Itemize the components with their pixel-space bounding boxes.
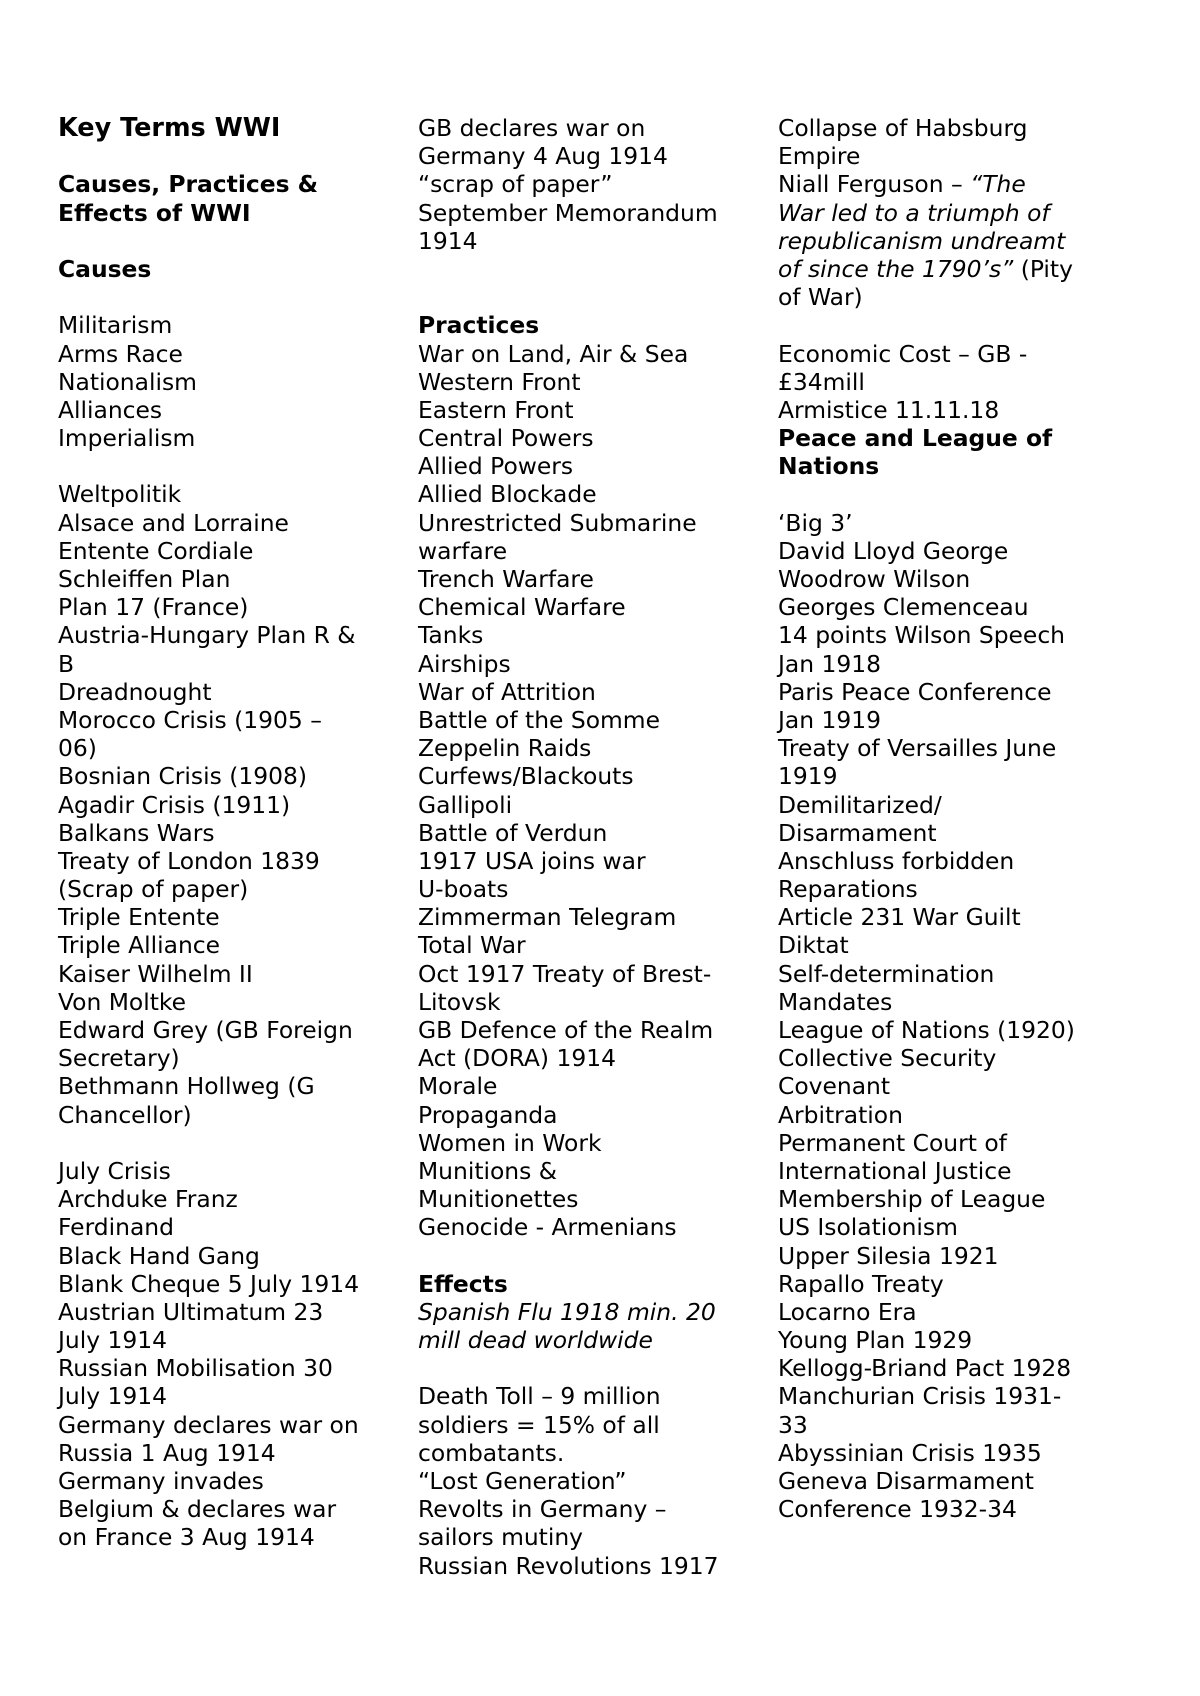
list-item: Chemical Warfare: [418, 593, 626, 622]
list-item: 06): [58, 734, 97, 763]
spacer: [58, 142, 388, 170]
list-item: US Isolationism: [778, 1213, 958, 1242]
effects-intro: [778, 114, 1138, 170]
practices-list: [418, 340, 748, 1242]
list-item: Membership of League: [778, 1185, 1046, 1214]
list-item: Trench Warfare: [418, 565, 594, 593]
list-item: mill dead worldwide: [418, 1326, 653, 1355]
list-item: Arms Race: [58, 339, 183, 368]
list-item: Paris Peace Conference: [778, 677, 1052, 706]
list-item: Treaty of London 1839: [58, 846, 320, 875]
list-item: Allied Blockade: [418, 480, 597, 509]
ferguson-line-4: [778, 255, 1138, 283]
list-item: Allied Powers: [418, 452, 574, 481]
list-item: Anschluss forbidden: [778, 846, 1015, 875]
column-peace: [778, 114, 1138, 1523]
ferguson-suffix: (Pity: [1013, 254, 1073, 283]
list-item: Self-determination: [778, 959, 995, 988]
ferguson-quote-2: War led to a triumph of: [778, 198, 1050, 227]
list-item: Upper Silesia 1921: [778, 1241, 999, 1270]
list-item: Germany 4 Aug 1914: [418, 142, 668, 171]
list-item: U-boats: [418, 875, 509, 904]
ferguson-last: of War): [778, 283, 863, 312]
list-item: 1919: [778, 762, 838, 791]
list-item: Schleiffen Plan: [58, 565, 231, 593]
list-item: Propaganda: [418, 1100, 558, 1129]
spacer: [58, 452, 388, 480]
list-item: Kaiser Wilhelm II: [58, 959, 253, 988]
list-item: 1914: [418, 226, 478, 255]
spacer: [58, 283, 388, 311]
list-item: July 1914: [58, 1326, 168, 1355]
list-item: Central Powers: [418, 424, 594, 453]
spacer: [418, 1354, 748, 1382]
spacer: [58, 1129, 388, 1157]
list-item: Jan 1918: [778, 649, 882, 678]
list-item: Germany invades: [58, 1467, 264, 1495]
list-item: “Lost Generation”: [418, 1467, 627, 1495]
list-item: sailors mutiny: [418, 1523, 584, 1552]
list-item: Zeppelin Raids: [418, 734, 592, 763]
causes-group-main: [58, 311, 388, 452]
list-item: Von Moltke: [58, 987, 187, 1016]
effects-list: [418, 1382, 748, 1579]
spacer: [778, 480, 1138, 508]
list-item: Morocco Crisis (1905 –: [58, 705, 322, 734]
list-item: Balkans Wars: [58, 818, 215, 847]
ferguson-quote-3: republicanism undreamt: [778, 226, 1066, 255]
list-item: Empire: [778, 142, 861, 171]
list-item: Archduke Franz: [58, 1185, 238, 1214]
list-item: Triple Alliance: [58, 931, 221, 960]
list-item: Abyssinian Crisis 1935: [778, 1438, 1042, 1467]
list-item: Curfews/Blackouts: [418, 762, 634, 791]
list-item: Rapallo Treaty: [778, 1269, 944, 1298]
list-item: Ferdinand: [58, 1213, 174, 1242]
list-item: Plan 17 (France): [58, 593, 249, 622]
list-item: Collective Security: [778, 1044, 997, 1073]
list-item: Secretary): [58, 1044, 180, 1073]
list-item: combatants.: [418, 1438, 565, 1467]
list-item: Demilitarized/: [778, 790, 942, 819]
list-item: 14 points Wilson Speech: [778, 621, 1066, 650]
list-item: Covenant: [778, 1072, 891, 1101]
list-item: Bosnian Crisis (1908): [58, 762, 307, 791]
list-item: Weltpolitik: [58, 480, 182, 509]
peace-list: [778, 509, 1138, 1524]
list-item: B: [58, 649, 75, 678]
list-item: 1917 USA joins war: [418, 846, 646, 875]
causes-group-terms: [58, 480, 388, 1128]
list-item: Collapse of Habsburg: [778, 114, 1028, 142]
list-item: Triple Entente: [58, 903, 220, 932]
list-item: Armistice 11.11.18: [778, 395, 1000, 424]
list-item: Treaty of Versailles June: [778, 734, 1057, 763]
list-item: on France 3 Aug 1914: [58, 1523, 315, 1552]
list-item: Battle of Verdun: [418, 818, 608, 847]
ferguson-line-1: [778, 170, 1138, 198]
list-item: Article 231 War Guilt: [778, 903, 1021, 932]
list-item: Spanish Flu 1918 min. 20: [418, 1297, 716, 1326]
list-item: Munitionettes: [418, 1185, 579, 1214]
list-item: Dreadnought: [58, 677, 212, 706]
list-item: 33: [778, 1410, 808, 1439]
list-item: Austrian Ultimatum 23: [58, 1297, 324, 1326]
ferguson-quote-4: of since the 1790’s”: [778, 254, 1014, 283]
list-item: Gallipoli: [418, 790, 513, 819]
list-item: Death Toll – 9 million: [418, 1382, 661, 1411]
list-item: David Lloyd George: [778, 536, 1009, 565]
spacer: [418, 1242, 748, 1270]
list-item: Diktat: [778, 931, 849, 960]
list-item: Alsace and Lorraine: [58, 508, 289, 537]
peace-heading-2: Nations: [778, 452, 880, 481]
list-item: Battle of the Somme: [418, 705, 660, 734]
list-item: Chancellor): [58, 1100, 192, 1129]
list-item: Nationalism: [58, 367, 197, 396]
effects-heading: Effects: [418, 1269, 508, 1298]
list-item: Arbitration: [778, 1100, 903, 1129]
column-practices: [418, 114, 748, 1580]
list-item: Woodrow Wilson: [778, 565, 971, 593]
list-item: Blank Cheque 5 July 1914: [58, 1269, 360, 1298]
ferguson-prefix: Niall Ferguson –: [778, 170, 971, 199]
list-item: War on Land, Air & Sea: [418, 339, 689, 368]
list-item: Russian Mobilisation 30: [58, 1354, 333, 1383]
list-item: Oct 1917 Treaty of Brest-: [418, 959, 712, 988]
causes-group-july-crisis: [58, 1157, 388, 1552]
list-item: Austria-Hungary Plan R &: [58, 621, 356, 650]
list-item: GB declares war on: [418, 114, 646, 142]
list-item: Imperialism: [58, 424, 196, 453]
list-item: League of Nations (1920): [778, 1016, 1075, 1044]
list-item: Kellogg-Briand Pact 1928: [778, 1354, 1072, 1383]
spacer: [58, 227, 388, 255]
list-item: Manchurian Crisis 1931-: [778, 1382, 1062, 1411]
list-item: Young Plan 1929: [778, 1326, 973, 1355]
page-title: Key Terms WWI: [58, 113, 281, 143]
list-item: September Memorandum: [418, 198, 718, 227]
spacer: [418, 255, 748, 283]
list-item: Russian Revolutions 1917: [418, 1551, 719, 1580]
list-item: £34mill: [778, 367, 865, 396]
effects-italic-list: [418, 1298, 748, 1354]
list-item: Black Hand Gang: [58, 1241, 260, 1270]
list-item: Geneva Disarmament: [778, 1467, 1034, 1495]
list-item: Morale: [418, 1072, 498, 1101]
list-item: Georges Clemenceau: [778, 593, 1029, 622]
list-item: July Crisis: [58, 1156, 171, 1185]
list-item: Litovsk: [418, 987, 501, 1016]
subtitle-line-1: Causes, Practices &: [58, 170, 319, 199]
list-item: Alliances: [58, 395, 163, 424]
list-item: Edward Grey (GB Foreign: [58, 1016, 353, 1044]
list-item: Jan 1919: [778, 705, 882, 734]
list-item: GB Defence of the Realm: [418, 1016, 714, 1044]
list-item: (Scrap of paper): [58, 875, 249, 904]
list-item: Agadir Crisis (1911): [58, 790, 291, 819]
list-item: Disarmament: [778, 818, 937, 847]
list-item: War of Attrition: [418, 677, 596, 706]
list-item: Belgium & declares war: [58, 1495, 337, 1524]
list-item: Zimmerman Telegram: [418, 903, 677, 932]
list-item: Western Front: [418, 367, 581, 396]
subtitle-line-2: Effects of WWI: [58, 198, 251, 227]
list-item: Economic Cost – GB -: [778, 339, 1028, 368]
list-item: Entente Cordiale: [58, 536, 254, 565]
column-causes: [58, 114, 388, 1552]
list-item: Genocide - Armenians: [418, 1213, 677, 1242]
practices-intro: [418, 114, 748, 255]
list-item: Total War: [418, 931, 526, 960]
list-item: Act (DORA) 1914: [418, 1044, 616, 1073]
practices-heading: Practices: [418, 311, 540, 340]
list-item: Reparations: [778, 875, 918, 904]
list-item: Conference 1932-34: [778, 1495, 1017, 1524]
list-item: Tanks: [418, 621, 484, 650]
list-item: International Justice: [778, 1156, 1012, 1185]
causes-heading: Causes: [58, 254, 152, 283]
list-item: July 1914: [58, 1382, 168, 1411]
peace-heading-1: Peace and League of: [778, 424, 1053, 453]
spacer: [778, 311, 1138, 339]
list-item: Revolts in Germany –: [418, 1495, 667, 1524]
list-item: Bethmann Hollweg (G: [58, 1072, 315, 1101]
ferguson-quote-1: “The: [970, 170, 1026, 199]
economic-list: [778, 340, 1138, 425]
list-item: Germany declares war on: [58, 1410, 359, 1439]
list-item: Mandates: [778, 987, 893, 1016]
list-item: Airships: [418, 649, 511, 678]
list-item: Munitions &: [418, 1156, 557, 1185]
list-item: warfare: [418, 536, 508, 565]
list-item: Permanent Court of: [778, 1128, 1007, 1157]
list-item: Militarism: [58, 311, 173, 340]
list-item: Locarno Era: [778, 1297, 917, 1326]
list-item: Russia 1 Aug 1914: [58, 1438, 276, 1467]
list-item: Unrestricted Submarine: [418, 508, 697, 537]
spacer: [418, 283, 748, 311]
list-item: soldiers = 15% of all: [418, 1410, 660, 1439]
list-item: Women in Work: [418, 1128, 602, 1157]
list-item: Eastern Front: [418, 395, 574, 424]
list-item: “scrap of paper”: [418, 170, 613, 199]
list-item: ‘Big 3’: [778, 508, 853, 537]
